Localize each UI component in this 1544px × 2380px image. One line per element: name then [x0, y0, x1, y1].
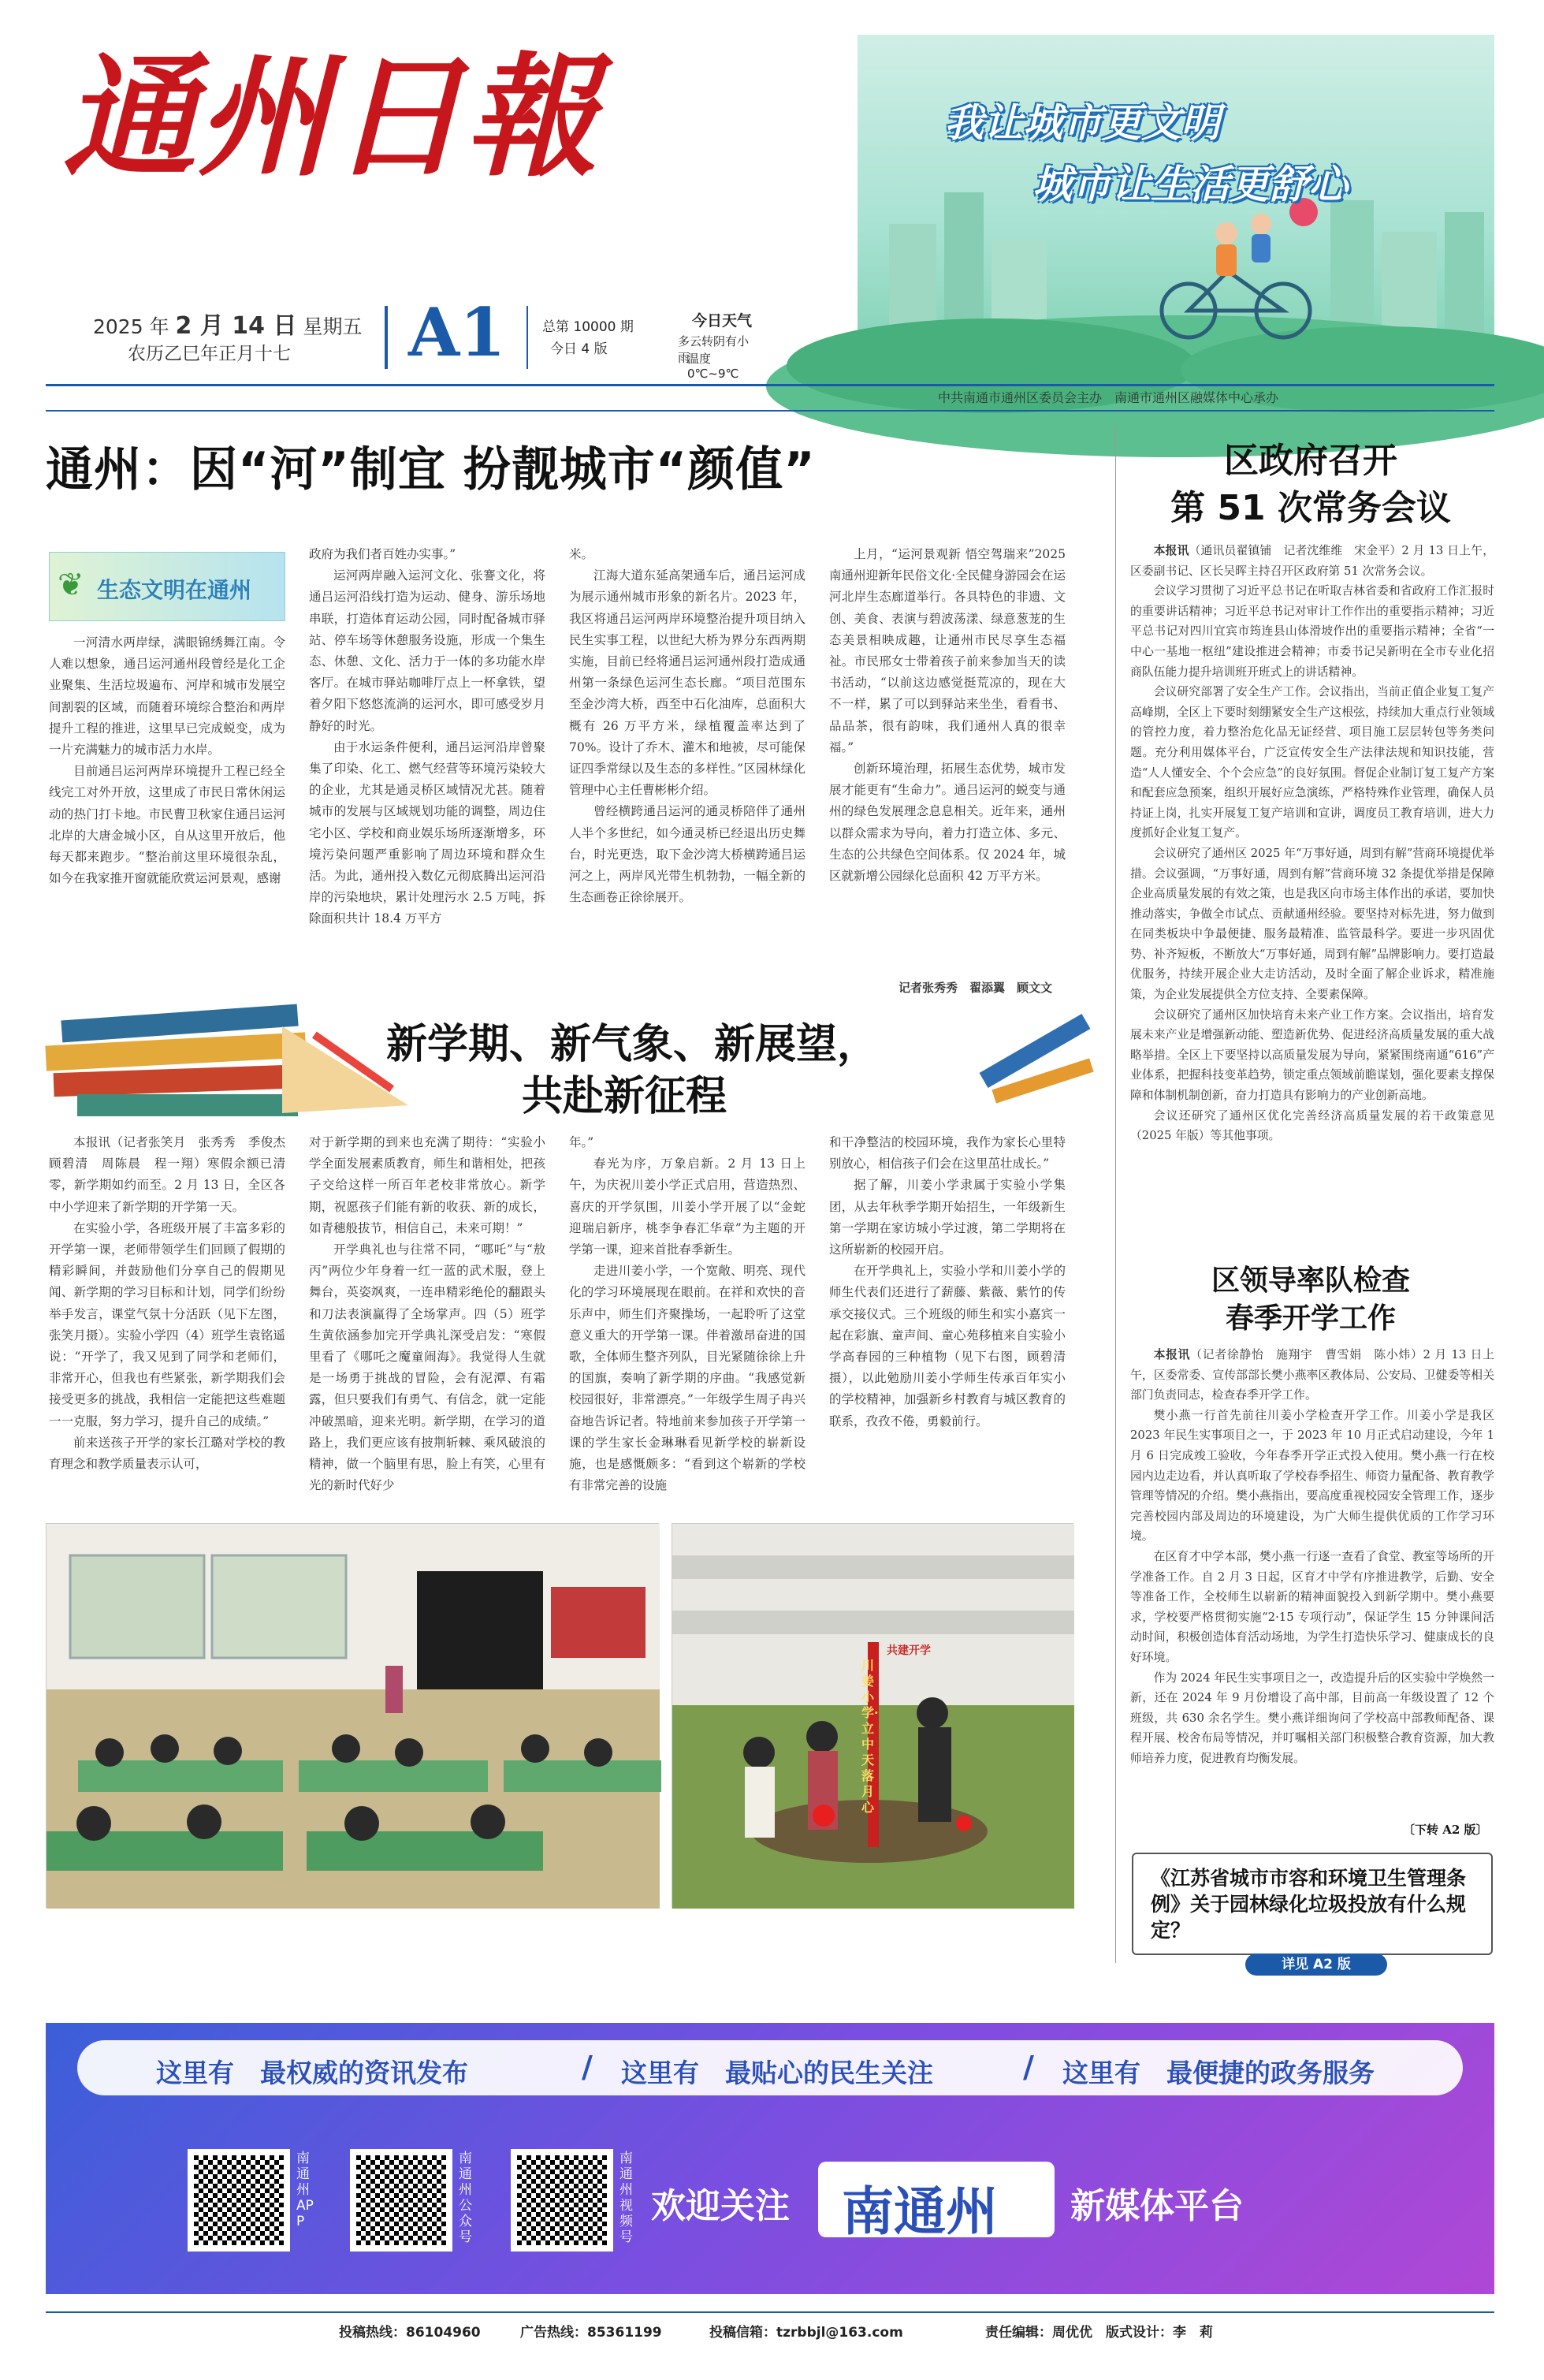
- host-line: 中共南通市通州区委员会主办 南通市通州区融媒体中心承办: [938, 390, 1279, 405]
- lead-col2-p3: 由于水运条件便利，通吕运河沿岸曾聚集了印染、化工、燃气经营等环境污染较大的企业，尤其是通灵桥区域情况尤甚。随着城市的发展与区域规划功能的调整，周边住宅小区、学校和商业娱乐场所逐渐增多，环境污染问题严重影响了周边环境和群众生活。为此，通州投入数亿元彻底腾出运河沿岸的污染地块，累计处理污水 2.5 万吨，拆除面积共计 18.4 万平方: [309, 739, 545, 926]
- school-col1-p1: 本报讯（记者张笑月 张秀秀 季俊杰 顾碧清 周陈晨 程一翔）寒假余额已清零，新学期如约而至。2 月 13 日，全区各中小学迎来了新学期的开学第一天。: [49, 1135, 298, 1214]
- lead-col-4: [829, 544, 1066, 970]
- lunar-date: 农历乙巳年正月十七: [128, 344, 291, 364]
- promo-see-button[interactable]: [1245, 1954, 1387, 1976]
- school-col4-p2: 据了解，川姜小学隶属于实验小学集团，从去年秋季学期开始招生，一年级新生第一学期在家访城小学过渡，第二学期将在这所崭新的校园开启。: [829, 1178, 1066, 1257]
- banner-line-1: 我让城市更文明: [944, 100, 1220, 146]
- slogan-separator-2: /: [1023, 2050, 1034, 2084]
- page-count: 今日 4 版: [550, 341, 608, 357]
- lead-col3-p3: 曾经横跨通吕运河的通灵桥陪伴了通州人半个多世纪，如今通灵桥已经退出历史舞台，时光更迭，取下金沙湾大桥横跨通吕运河之上，两岸风光带生机勃勃，一幅全新的生态画卷正徐徐展开。: [569, 804, 805, 905]
- qr-code-video[interactable]: [511, 2149, 613, 2252]
- classroom-illustration: [47, 1524, 660, 1909]
- school-col-4: [829, 1132, 1066, 1518]
- date-block: [46, 293, 755, 381]
- meeting-title-1: 区政府召开: [1224, 441, 1397, 481]
- slogan-3: 这里有 最便捷的政务服务: [1062, 2058, 1375, 2088]
- school-col3-p2: 春光为序，万象启新。2 月 13 日上午，为庆祝川姜小学正式启用，营造热烈、喜庆的开学氛围，川姜小学开展了以“金蛇迎瑞启新序，桃李争春汇华章”为主题的开学第一课，迎来首批春季新生。: [569, 1156, 805, 1257]
- lead-col3-p2: 江海大道东延高架通车后，通吕运河成为展示通州城市形象的新名片。2023 年，我区将通吕运河两岸环境整治提升项目纳入民生实事工程，以世纪大桥为界分东西两期实施，目前已经将通吕运河通州段打造成通州第一条绿色运河生态长廊。“项目范围东至金沙湾大桥，西至中石化油库，总面积大概有 26 万平方米，绿植覆盖率达到了 70%。设计了乔木、灌木和地被，尽可能保证四季常绿以及生态的多样性。”区园林绿化管理中心主任曹彬彬介绍。: [569, 568, 805, 798]
- qr-label-video: 南通州视频号: [619, 2151, 633, 2245]
- lead-col1-p2: 目前通吕运河两岸环境提升工程已经全线完工对外开放，这里成了市民日常休闲运动的热门打卡地。市民曹卫秋家住通吕运河北岸的大唐金城小区，自从这里开放后，他每天都来跑步。“整治前这里环境很杂乱，如今在我家推开窗就能欣赏运河景观，感谢: [49, 764, 285, 886]
- banner-line-2: 城市让生活更舒心: [1032, 162, 1348, 207]
- inspection-p2: 在区育才中学本部，樊小燕一行逐一查看了食堂、教室等场所的开学准备工作。自 2 月 3 日起，区育才中学有序推进教学，后勤、安全等准备工作，全校师生以崭新的精神面貌投入到新学期中。樊小燕要求，学校要严格贯彻实施“2·15 专项行动”，保证学生 15 分钟课间活动时间，积极创造体育活动场地，为学生打造快乐学习、健康成长的良好环境。: [1130, 1549, 1494, 1664]
- inspection-body: [1130, 1345, 1494, 1818]
- school-col-3: [569, 1132, 805, 1518]
- school-col1-p2: 在实验小学，各班级开展了丰富多彩的开学第一课，老师带领学生们回顾了假期的精彩瞬间，并鼓励他们分享自己的假期见闻、新学期的学习目标和计划，同学们纷纷举手发言，课堂气氛十分活跃（见下左图，张笑月摄）。实验小学四（4）班学生袁铭遥说：“开学了，我又见到了同学和老师们，非常开心，但我也有些紧张，新学期我们会接受更多的挑战，我相信一定能把这些难题一一克服，努力学习，提升自己的成绩。”: [49, 1220, 285, 1428]
- promo-see-label: 详见 A2 版: [1282, 1957, 1351, 1972]
- meeting-body: [1130, 541, 1494, 1282]
- qr-icon: [194, 2155, 284, 2245]
- qr-label-app: 南通州 APP: [296, 2151, 314, 2229]
- lead-col3-p1: 米。: [569, 547, 594, 561]
- school-col4-p3: 在开学典礼上，实验小学和川姜小学的师生代表们还进行了薪藤、紫薇、紫竹的传承交接仪式。三个班级的师生和实小嘉宾一起在彩旗、童声间、童心苑移植来自实验小学高春园的三种植物（见下右图，顾碧清摄），以此勉励川姜小学师生传承百年实小的学校精神，加强新乡村教育与城区教育的联系，孜孜不倦，勇毅前行。: [829, 1264, 1066, 1428]
- tree-planting-photo: [672, 1523, 1073, 1908]
- masthead: [46, 32, 834, 292]
- school-col4-p1: 和干净整洁的校园环境，我作为家长心里特别放心，相信孩子们会在这里茁壮成长。”: [829, 1135, 1066, 1171]
- meeting-lead-text: （通讯员翟镇铺 记者沈维维 宋金平）2 月 13 日上午，区委副书记、区长吴晖主持召开区政府第 51 次常务会议。: [1130, 544, 1494, 578]
- inspection-title-2: 春季开学工作: [1225, 1302, 1396, 1335]
- meeting-lead-bold: 本报讯: [1153, 544, 1189, 557]
- books-illustration: [46, 995, 416, 1121]
- masthead-rule: [46, 384, 1494, 386]
- promo-box[interactable]: [1132, 1853, 1493, 1955]
- lead-col2-p2: 运河两岸融入运河文化、张謇文化，将通吕运河沿线打造为运动、健身、游乐场地串联，打造体育运动公园，同时配备城市驿站、停车场等休憩服务设施，形成一个集生态、休憩、文化、活力于一体的多功能水岸客厅。在城市驿站咖啡厅点上一杯拿铁，望着夕阳下悠悠流淌的运河水，即可感受岁月静好的时光。: [309, 568, 545, 733]
- continue-note[interactable]: 〔下转 A2 版〕: [1403, 1823, 1488, 1837]
- weather-title: 今日天气: [692, 312, 753, 330]
- date-day: 2 月 14 日: [175, 312, 297, 340]
- qr-code-wechat[interactable]: [350, 2149, 452, 2252]
- school-col2-p1: 对于新学期的到来也充满了期待：“实验小学全面发展素质教育，师生和谐相处，把孩子交给这样一所百年老校非常放心。新学期，祝愿孩子们能有新的收获、新的成长，如青穗般拔节，相信自己，未来可期！”: [309, 1135, 545, 1235]
- page-label: A1: [408, 293, 506, 371]
- inspection-p1: 樊小燕一行首先前往川姜小学检查开学工作。川姜小学是我区 2023 年民生实事项目之一，于 2023 年 10 月正式启动建设，今年 1 月 6 日完成竣工验收，今年春季开学正式投入使用。樊小燕一行在校园内边走边看，并认真听取了学校春季招生、师资力量配备、教育教学管理等情况的介绍。樊小燕指出，要高度重视校园安全管理工作，逐步完善校园内部及周边的环境建设，为广大师生提供优质的工作学习环境。: [1130, 1408, 1494, 1544]
- qr-icon: [517, 2155, 607, 2245]
- leaf-icon: ❦: [58, 567, 84, 603]
- footer-mail: 投稿信箱：tzrbbjl@163.com: [709, 2325, 903, 2341]
- school-title-2: 共赴新征程: [522, 1072, 727, 1120]
- slogan-2: 这里有 最贴心的民生关注: [621, 2058, 933, 2088]
- weekday: 星期五: [303, 315, 363, 338]
- qr-code-app[interactable]: [188, 2149, 290, 2252]
- slogan-1: 这里有 最权威的资讯发布: [156, 2058, 468, 2088]
- school-col1-p3: 前来送孩子开学的家长江璐对学校的教育理念和教学质量表示认可，: [49, 1435, 285, 1472]
- meeting-p2: 会议研究部署了安全生产工作。会议指出，当前正值企业复工复产高峰期，全区上下要时刻绷紧安全生产这根弦，持续加大重点行业领域的管控力度，着力整治危化品无证经营、项目施工层层转包等务类问题。充分利用媒体平台，广泛宣传安全生产法律法规和知识技能，营造“人人懂安全、个个会应急”的良好氛围。督促企业制订复工复产方案和配套应急预案，组织开展好应急演练，严格特殊作业管理，确保人员持证上岗，扎实开展复工复产培训和宣讲，调度员工教育培训，进大力度抓好企业复工复产。: [1130, 685, 1494, 840]
- eco-badge-label: 生态文明在通州: [97, 577, 252, 603]
- media-banner: [46, 2023, 1494, 2294]
- lead-story-title: 通州：因“河”制宜 扮靓城市“颜值”: [46, 442, 816, 497]
- pencil-illustration: [944, 995, 1102, 1121]
- divider-1: [385, 306, 388, 369]
- meeting-p3: 会议研究了通州区 2025 年“万事好通，周到有解”营商环境提优举措。会议强调，“万事好通，周到有解”营商环境 32 条提优举措是保障企业高质量发展的有效之策，也是我区向市场主体作出的承诺，要加快推动落实，争做全市试点、贡献通州经验。要坚持对标先进，努力做到在同类板块中争最便捷、服务最精准、监管最科学。要进一步巩固优势、补齐短板，不断放大“万事好通，周到有解”品牌影响力。要打造最优服务，持续开展企业大走访活动，及时全面了解企业诉求，精准施策，为企业发展提供全方位支持、全要素保障。: [1130, 846, 1494, 1002]
- meeting-title-2: 第 51 次常务会议: [1170, 488, 1451, 528]
- school-col3-p1: 年。”: [569, 1135, 594, 1149]
- footer-tel: 投稿热线：86104960: [339, 2325, 481, 2341]
- divider-2: [526, 306, 528, 369]
- vertical-divider: [1115, 426, 1116, 1963]
- pole-banner-text: 川姜小学·立中天落月心: [861, 1658, 879, 1815]
- lead-col-3: [569, 544, 805, 1003]
- school-col-2: [309, 1132, 545, 1518]
- welcome-prefix: 欢迎关注: [651, 2186, 790, 2226]
- school-col3-p3: 走进川姜小学，一个宽敞、明亮、现代化的学习环境展现在眼前。在祥和欢快的音乐声中，师生们齐聚操场，一起聆听了这堂意义重大的开学第一课。伴着激昂奋进的国歌，全体师生整齐列队，目光紧随徐徐上升的国旗，奏响了新学期的序曲。“我感觉新校园很好，非常漂亮。”一年级学生周子冉兴奋地告诉记者。特地前来参加孩子开学第一课的学生家长金琳琳看见新学校的崭新设施，也是感慨颇多：“看到这个崭新的学校有非常完善的设施: [569, 1264, 805, 1493]
- welcome-suffix: 新媒体平台: [1070, 2186, 1244, 2226]
- lead-col2-p1: 政府为我们者百姓办实事。”: [309, 547, 456, 561]
- masthead-rule-bottom: [46, 410, 1494, 412]
- paper-name: 通州日報: [63, 39, 599, 195]
- civilization-banner: [858, 35, 1494, 386]
- lead-col4-p2: 创新环境治理，拓展生态优势，城市发展才能更有“生命力”。通吕运河的蜕变与通州的绿色发展理念息息相关。近年来，通州以群众需求为导向，着力打造立体、多元、生态的公共绿色空间体系。仅 2024 年，城区就新增公园绿化总面积 42 万平方米。: [829, 762, 1066, 884]
- footer-ad: 广告热线：85361199: [520, 2325, 662, 2341]
- meeting-p4: 会议研究了通州区加快培育未来产业工作方案。会议指出，培育发展未来产业是增强新动能、塑造新优势、促进经济高质量发展的重大战略举措。全区上下要坚持以高质量发展为导向，紧紧围绕南通“616”产业体系，把握科技变革趋势，锁定重点领域前瞻谋划，强化要素支撑保障和体制机制创新，奋力打造具有影响力的产业创新高地。: [1130, 1007, 1494, 1103]
- issue-number: 总第 10000 期: [542, 319, 634, 335]
- eco-badge: [49, 552, 285, 621]
- weather-temp: 温度 0℃~9℃: [687, 352, 739, 381]
- school-col-1: [49, 1132, 298, 1518]
- inspection-title-1: 区领导率队检查: [1211, 1264, 1410, 1297]
- classroom-photo: [46, 1523, 659, 1908]
- inspection-lead-text: （记者徐静怡 施翔宇 曹雪娟 陈小炜）2 月 13 日上午，区委常委、宣传部部长樊小燕率区教体局、公安局、卫健委等相关部门负责同志，检查春季开学工作。: [1130, 1348, 1494, 1402]
- pole-ribbon-text: 共建开学: [887, 1644, 931, 1657]
- footer-rule: [46, 2311, 1494, 2313]
- promo-text: 《江苏省城市市容和环境卫生管理条例》关于园林绿化垃圾投放有什么规定？: [1151, 1867, 1467, 1942]
- qr-label-wechat: 南通州公众号: [459, 2151, 472, 2245]
- inspection-lead-bold: 本报讯: [1153, 1348, 1191, 1361]
- lead-col-2: [309, 544, 545, 1003]
- welcome-name: 南通州: [842, 2181, 998, 2242]
- lead-col4-p1: 上月，“运河景观新 悟空驾瑞来”2025 南通州迎新年民俗文化·全民健身游园会在运河北岸生态廊道举行。各具特色的非遗、文创、美食、表演与碧波荡漾、绿意葱茏的生态美景相映成趣，让通州市民尽享生态福祉。市民邢女士带着孩子前来参加当天的读书活动，“以前这边感觉挺荒凉的，现在大不一样，累了可以到驿站来坐坐，看看书、品品茶，很有韵味，我们通州人真的很幸福。”: [829, 547, 1066, 754]
- school-col2-p2: 开学典礼也与往常不同，“哪吒”与“敖丙”两位少年身着一红一蓝的武术服，登上舞台，英姿飒爽，一连串精彩绝伦的翻跟头和刀法表演赢得了全场掌声。四（5）班学生黄依涵参加完开学典礼深受启发：“寒假里看了《哪吒之魔童闹海》。我觉得人生就是一场勇于挑战的冒险，会有泥潭、有霜露，但只要我们有勇气、有信念，就一定能冲破黑暗，迎来光明。新学期，在学习的道路上，我们更应该有披荆斩棘、乘风破浪的精神，做一个脑里有思，脸上有笑，心里有光的新时代好少: [309, 1242, 545, 1493]
- qr-icon: [356, 2155, 446, 2245]
- city-skyline-illustration: [858, 35, 1494, 386]
- meeting-p5: 会议还研究了通州区优化完善经济高质量发展的若干政策意见（2025 年版）等其他事项。: [1130, 1108, 1494, 1143]
- lead-col-1: [49, 632, 285, 1003]
- meeting-p1: 会议学习贯彻了习近平总书记在听取吉林省委和省政府工作汇报时的重要讲话精神；习近平总书记对审计工作作出的重要指示精神；习近平总书记对四川宜宾市筠连县山体滑坡作出的重要指示精神；全省“一中心一基地一枢纽”建设推进会精神；市委书记吴新明在全市专业化招商队伍能力提升培训班开班式上的讲话精神。: [1130, 584, 1494, 679]
- slogan-separator-1: /: [582, 2050, 593, 2084]
- inspection-p3: 作为 2024 年民生实事项目之一，改造提升后的区实验中学焕然一新，还在 2024 年 9 月份增设了高中部，目前高一年级设置了 12 个班级，共 630 余名学生。樊小燕详细询问了学校高中部教师配备、课程开展、校舍布局等情况，并叮嘱相关部门积极整合教育资源，加大教师培养力度，促进教育均衡发展。: [1130, 1670, 1494, 1765]
- school-title-1: 新学期、新气象、新展望，: [386, 1020, 879, 1068]
- footer-editor: 责任编辑：周优优 版式设计：李 莉: [985, 2325, 1213, 2341]
- lead-col1-p1: 一河清水两岸绿，满眼锦绣舞江南。令人难以想象，通吕运河通州段曾经是化工企业聚集、生活垃圾遍布、河岸和城市发展空间割裂的区域，而随着环境综合整治和两岸提升工程的推进，这里早已完成蜕变，成为一片充满魅力的城市活力水岸。: [49, 635, 285, 758]
- lead-byline: 记者张秀秀 翟添翼 顾文文: [898, 981, 1053, 995]
- date-year: 2025 年: [93, 315, 169, 338]
- weather-desc: 多云转阴有小雨: [678, 334, 750, 365]
